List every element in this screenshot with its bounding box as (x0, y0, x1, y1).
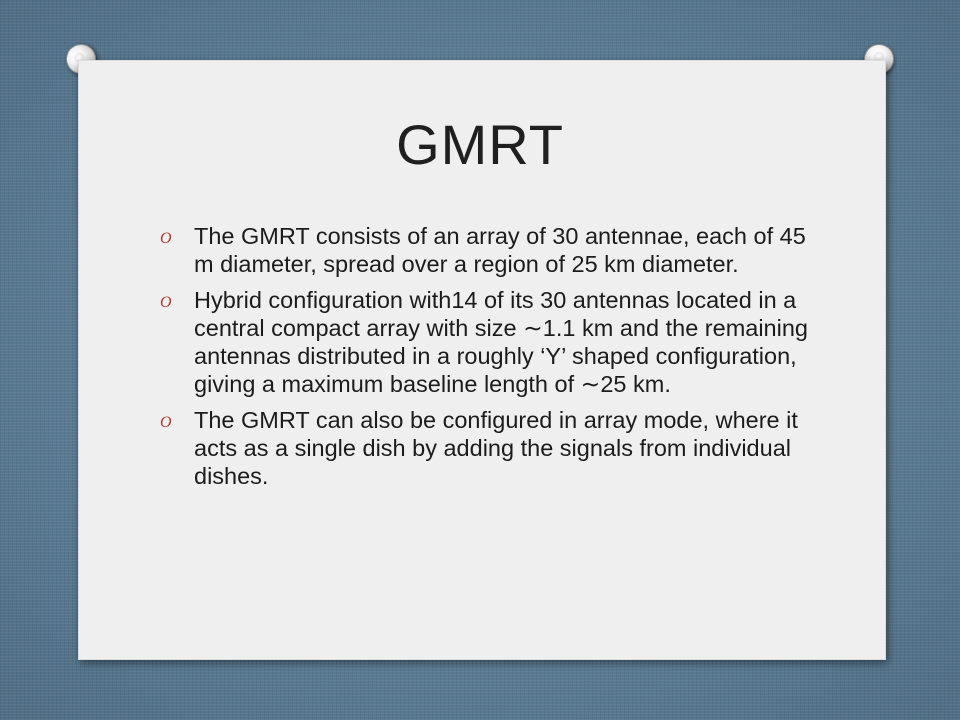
bullet-text: The GMRT consists of an array of 30 antennae, each of 45 m diameter, spread over a region of 25 km diameter. (194, 223, 806, 277)
bullet-item (158, 222, 808, 278)
bullet-marker-icon: O (160, 414, 172, 431)
bullet-list (158, 222, 808, 498)
bullet-marker-icon: O (160, 230, 172, 247)
bullet-item (158, 286, 808, 398)
bullet-text: Hybrid configuration with14 of its 30 antennas located in a central compact array with size ∼1.1 km and the remaining antennas distributed in a roughly ‘Y’ shaped configuration, giving a maximum baseline length of ∼25 km. (194, 287, 808, 397)
bullet-marker-icon: O (160, 294, 172, 311)
bullet-text: The GMRT can also be configured in array mode, where it acts as a single dish by adding the signals from individual dishes. (194, 407, 798, 489)
bullet-item (158, 406, 808, 490)
slide-title: GMRT (396, 113, 564, 176)
